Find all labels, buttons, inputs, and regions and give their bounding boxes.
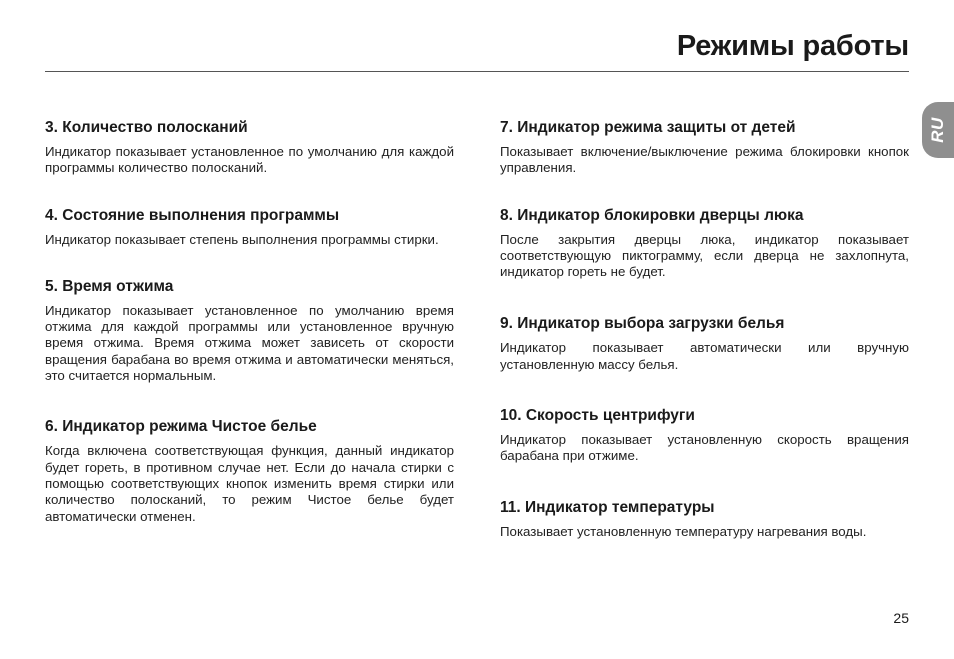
section-heading: 6. Индикатор режима Чистое белье [45, 418, 317, 436]
section-heading: 5. Время отжима [45, 277, 174, 295]
language-tab [922, 102, 954, 158]
section-text: Показывает установленную температуру нагревания воды. [500, 523, 867, 539]
section-heading: 9. Индикатор выбора загрузки белья [500, 315, 785, 333]
section-load-indicator [500, 314, 909, 373]
section-text: Когда включена соответствующая функция, данный индикатор будет гореть, в противном случае нет. Если до начала стирки с помощью соответствующих кнопок изменить время стирки или количество полосканий, то режим Чистое белье будет автоматически отменен. [45, 443, 454, 524]
right-column [500, 118, 909, 569]
section-clean-laundry-indicator [45, 417, 454, 524]
section-heading: 7. Индикатор режима защиты от детей [500, 119, 796, 136]
section-door-lock-indicator [500, 206, 909, 281]
section-text: Индикатор показывает автоматически или вручную установленную массу белья. [500, 340, 909, 372]
section-text: Показывает включение/выключение режима блокировки кнопок управления. [500, 144, 909, 176]
section-heading: 10. Скорость центрифуги [500, 407, 695, 425]
title-divider [45, 71, 909, 72]
language-tab-label: RU [928, 117, 947, 143]
section-heading: 8. Индикатор блокировки дверцы люка [500, 206, 804, 224]
section-text: Индикатор показывает установленное по умолчанию для каждой программы количество полосканий. [45, 144, 454, 176]
section-heading: 3. Количество полосканий [45, 119, 248, 136]
page-title: Режимы работы [676, 30, 909, 62]
section-heading: 4. Состояние выполнения программы [45, 206, 340, 224]
section-temperature-indicator [500, 498, 909, 540]
section-text: После закрытия дверцы люка, индикатор показывает соответствующую пиктограмму, если дверца не захлопнута, индикатор гореть не будет. [500, 231, 909, 280]
section-program-progress [45, 206, 454, 248]
section-spin-speed [500, 406, 909, 465]
page-number: 25 [893, 610, 909, 626]
section-text: Индикатор показывает установленное по умолчанию время отжима для каждой программы или установленное вручную время отжима. Время отжима может зависеть от скорости вращения барабана во время отжима и автоматически меняться, это считается нормальным. [45, 302, 454, 384]
left-column [45, 118, 454, 554]
section-spin-time [45, 277, 454, 384]
section-heading: 11. Индикатор температуры [500, 498, 715, 516]
section-rinse-count [45, 118, 454, 177]
section-text: Индикатор показывает степень выполнения программы стирки. [45, 231, 439, 247]
section-text: Индикатор показывает установленную скорость вращения барабана при отжиме. [500, 432, 909, 464]
section-child-lock-indicator [500, 118, 909, 177]
